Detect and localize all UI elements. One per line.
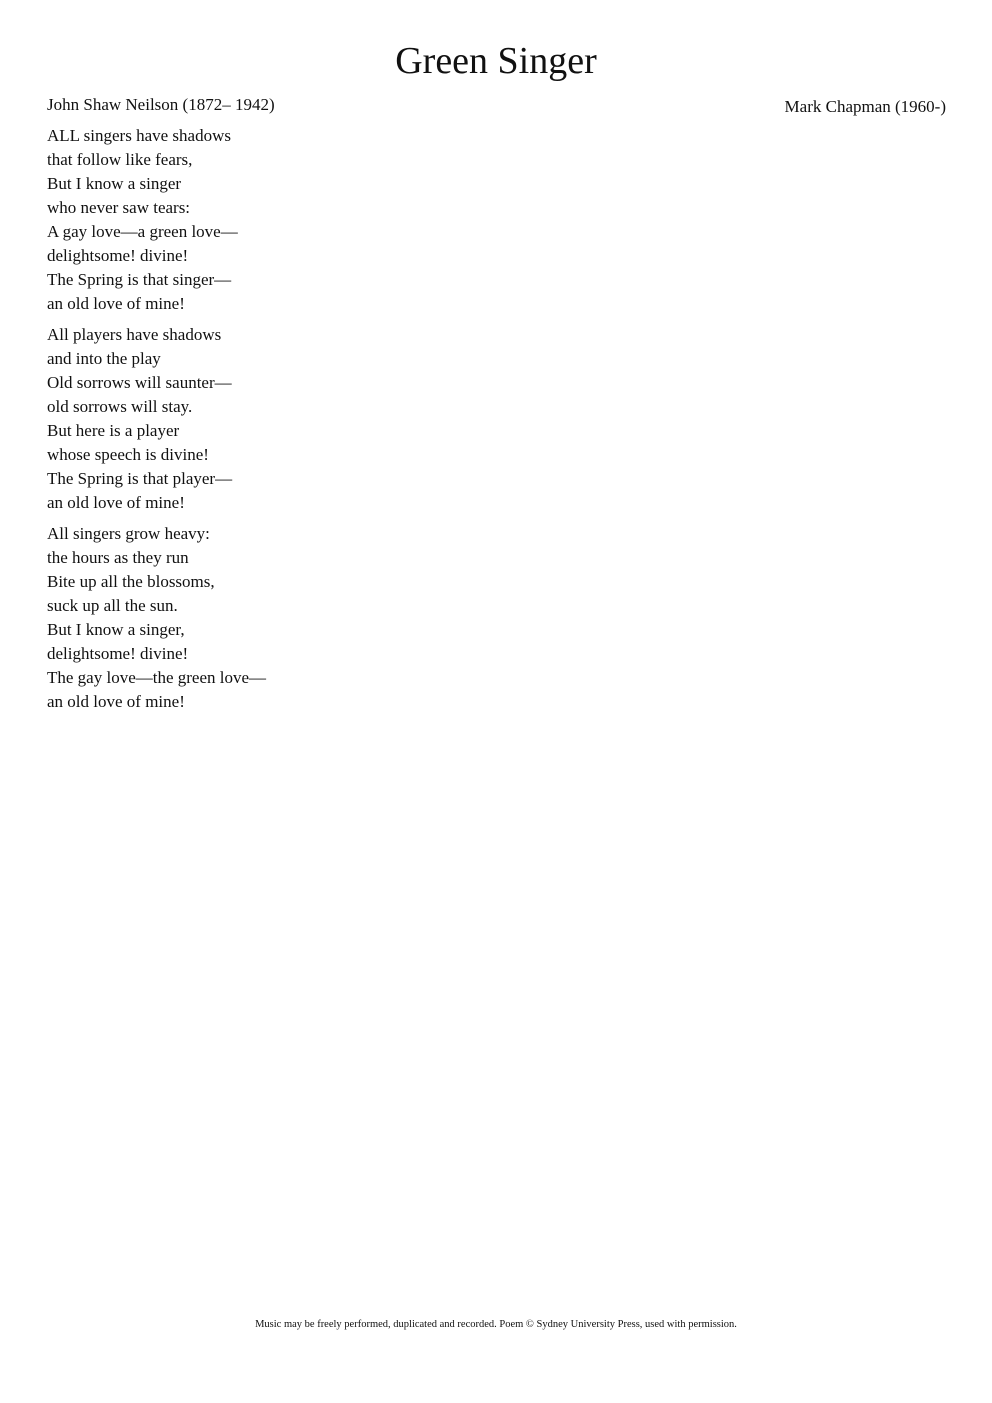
stanza-3 bbox=[47, 522, 547, 714]
stanza-1 bbox=[47, 124, 547, 316]
composer-credit: Mark Chapman (1960-) bbox=[784, 97, 946, 116]
poem-line: The Spring is that player— bbox=[47, 469, 233, 488]
poem-line: But I know a singer bbox=[47, 174, 182, 193]
poem-line: the hours as they run bbox=[47, 548, 189, 567]
page-title: Green Singer bbox=[395, 40, 597, 82]
poem-line: All players have shadows bbox=[47, 325, 222, 344]
poem-line: suck up all the sun. bbox=[47, 596, 178, 615]
poem-line: an old love of mine! bbox=[47, 493, 185, 512]
poem-line: whose speech is divine! bbox=[47, 445, 209, 464]
poem-text bbox=[47, 124, 547, 721]
poem-line: ALL singers have shadows bbox=[47, 126, 231, 145]
poet-credit: John Shaw Neilson (1872– 1942) bbox=[47, 95, 275, 114]
poem-line: But here is a player bbox=[47, 421, 180, 440]
poem-line: and into the play bbox=[47, 349, 161, 368]
poem-line: who never saw tears: bbox=[47, 198, 191, 217]
poem-line: delightsome! divine! bbox=[47, 246, 189, 265]
poem-line: that follow like fears, bbox=[47, 150, 193, 169]
poem-line: Old sorrows will saunter— bbox=[47, 373, 232, 392]
poem-line: A gay love—a green love— bbox=[47, 222, 238, 241]
poem-line: All singers grow heavy: bbox=[47, 524, 210, 543]
poem-line: But I know a singer, bbox=[47, 620, 185, 639]
poem-line: The gay love—the green love— bbox=[47, 668, 267, 687]
poem-line: Bite up all the blossoms, bbox=[47, 572, 215, 591]
copyright-footer: Music may be freely performed, duplicated and recorded. Poem © Sydney University Press, used with permission. bbox=[255, 1319, 737, 1330]
poem-line: old sorrows will stay. bbox=[47, 397, 193, 416]
poem-line: an old love of mine! bbox=[47, 692, 185, 711]
poem-line: The Spring is that singer— bbox=[47, 270, 232, 289]
poem-line: an old love of mine! bbox=[47, 294, 185, 313]
stanza-2 bbox=[47, 323, 547, 515]
poem-line: delightsome! divine! bbox=[47, 644, 189, 663]
